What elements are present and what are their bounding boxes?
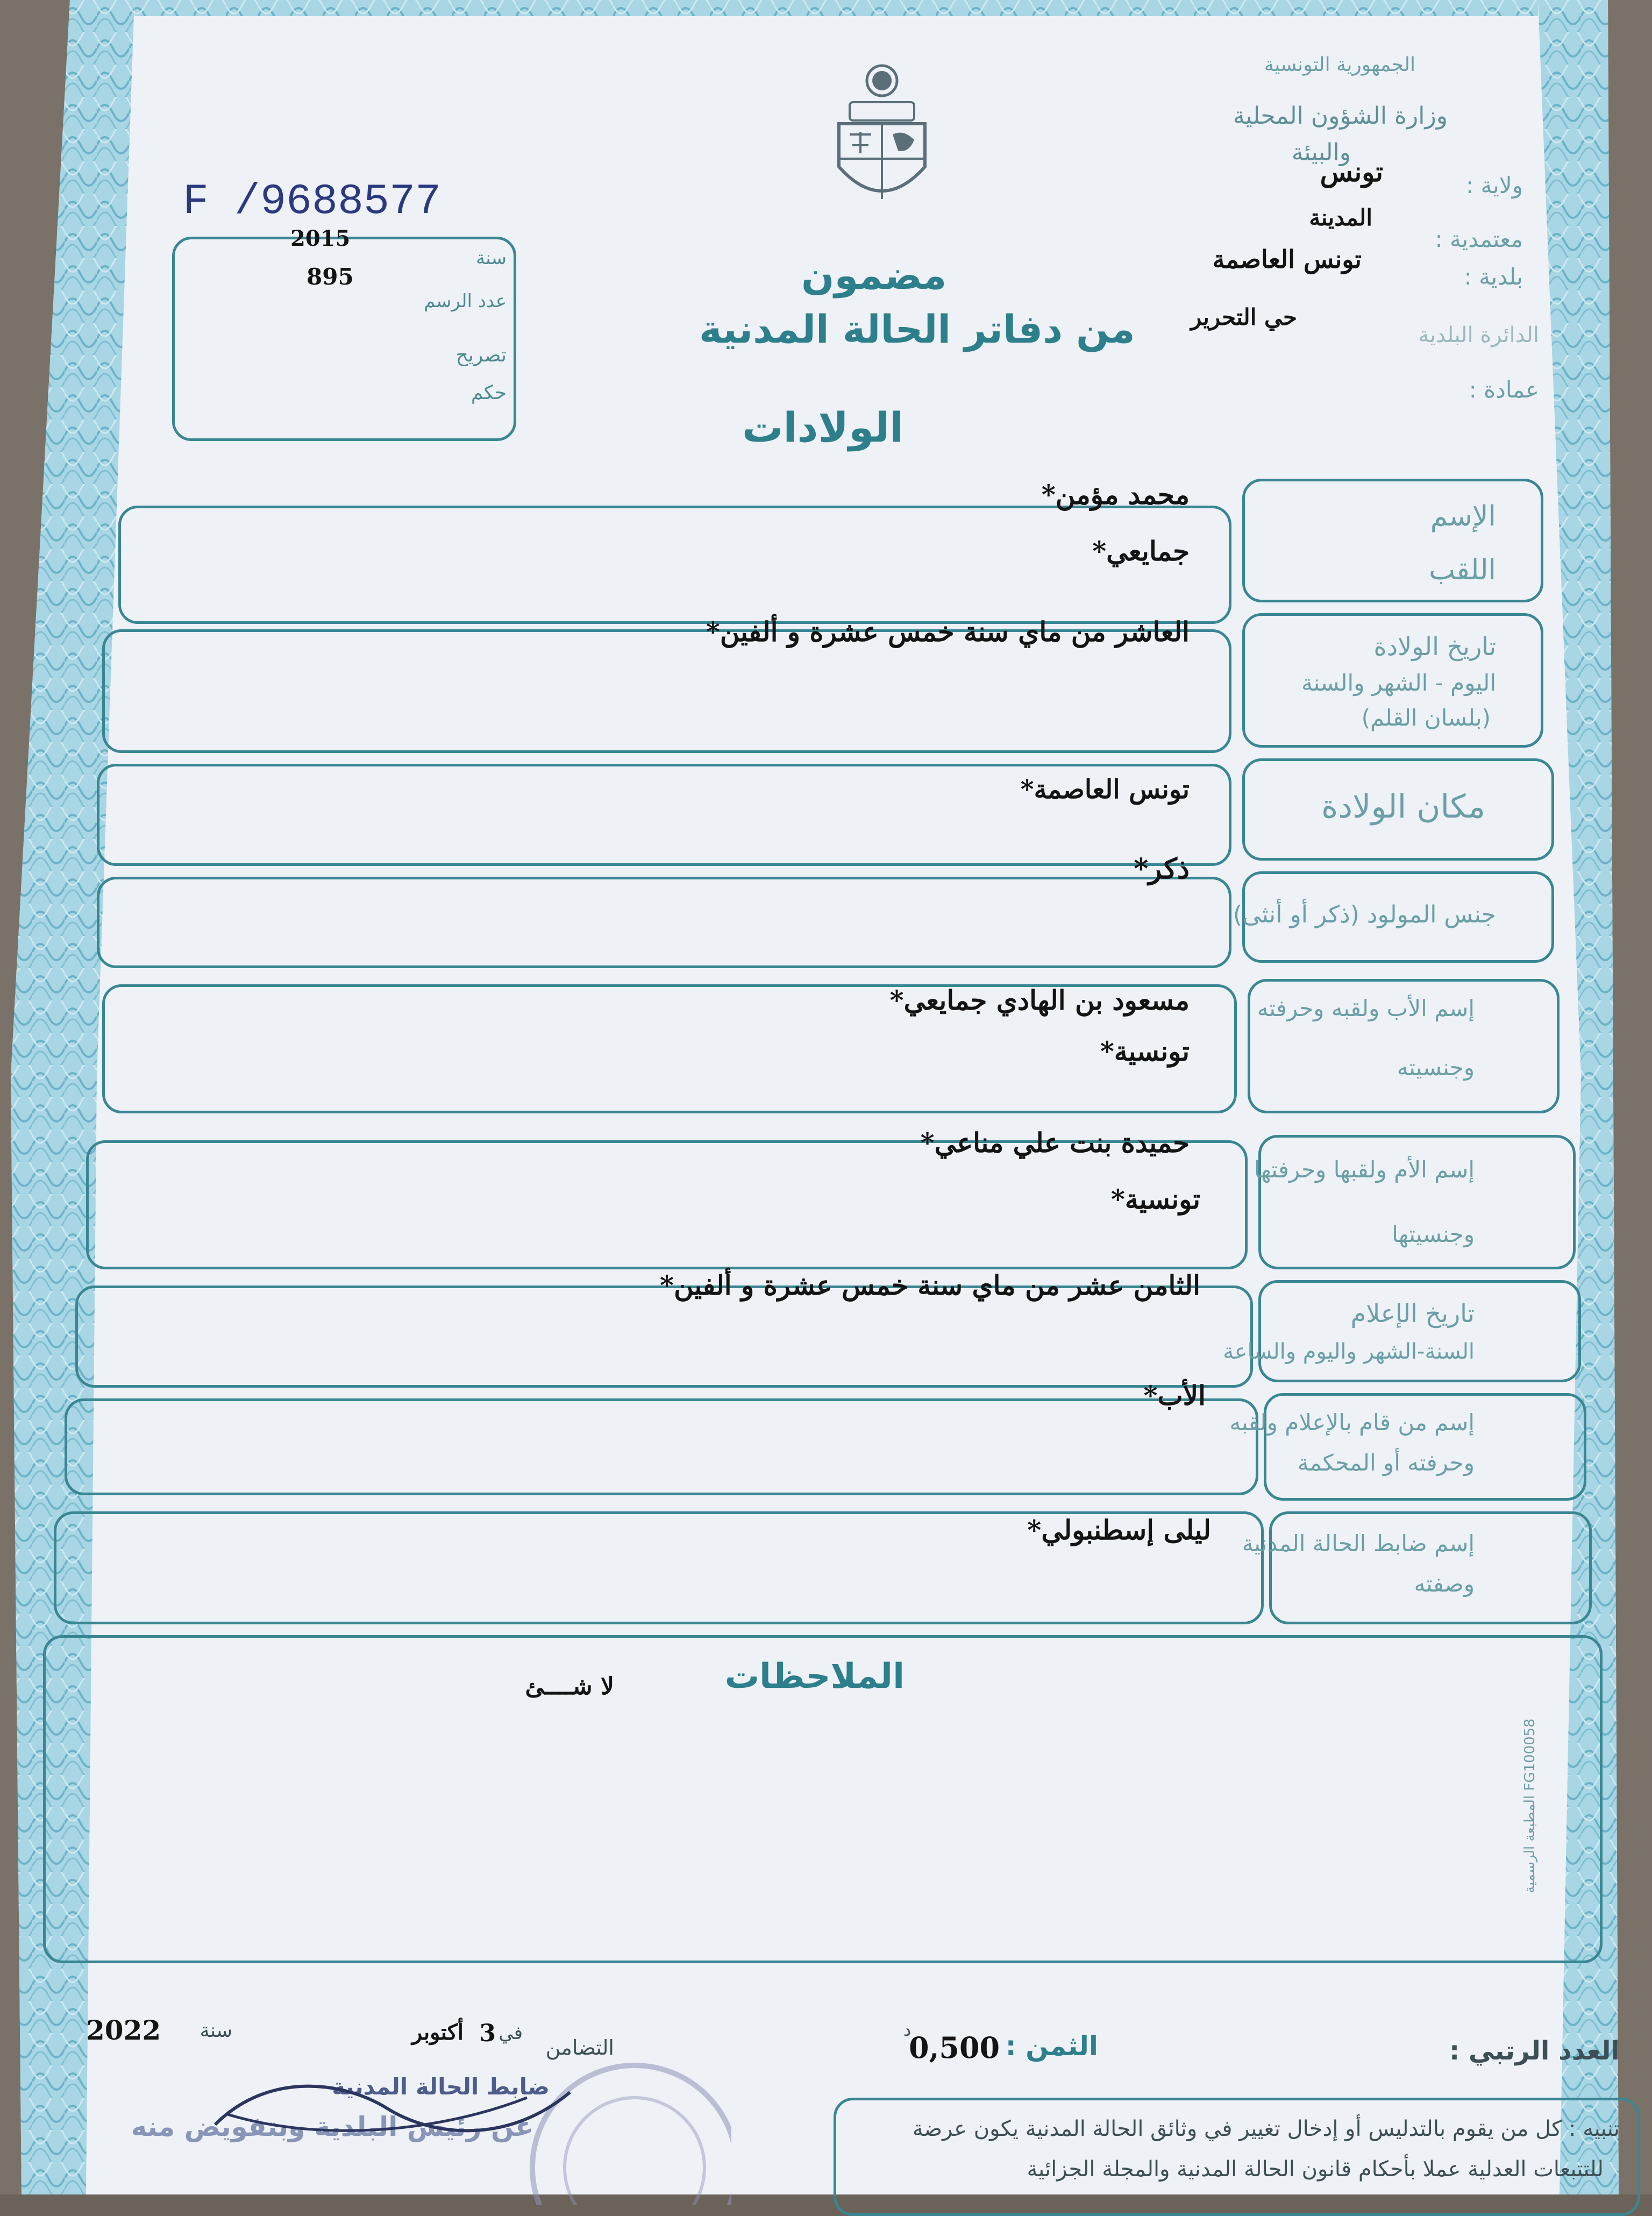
ministry-label: وزارة الشؤون المحلية — [1233, 102, 1448, 130]
officer-stamp-line2: عن رئيس البلدية وبتفويض منه — [131, 2111, 533, 2142]
notice-text-2: للتتبعات العدلية عملا بأحكام قانون الحالة المدنية والمجلة الجزائية — [1027, 2157, 1604, 2182]
record-year-label: سنة — [476, 247, 507, 269]
motamadia-value: المدينة — [1309, 204, 1372, 231]
judgment-label: حكم — [471, 382, 507, 404]
baladia-label: بلدية : — [1464, 264, 1523, 290]
field-label: (بلسان القلم) — [1361, 705, 1491, 731]
field-label: إسم من قام بالإعلام ولقبه — [1229, 1409, 1475, 1436]
field-label: إسم الأم ولقبها وحرفتها — [1254, 1156, 1475, 1183]
field-label: جنس المولود (ذكر أو أنثى) — [1233, 901, 1496, 928]
officer-stamp-line1: ضابط الحالة المدنية — [332, 2073, 550, 2100]
mother-value: حميدة بنت علي مناعي* — [920, 1127, 1190, 1159]
omada-label: عمادة : — [1469, 377, 1539, 403]
remarks-label: الملاحظات — [724, 1657, 905, 1696]
field-label: اليوم - الشهر والسنة — [1301, 670, 1496, 696]
motamadia-label: معتمدية : — [1435, 226, 1523, 252]
ministry-label-2: والبيئة — [1291, 139, 1351, 166]
field-label: اللقب — [1429, 554, 1496, 586]
field-label: إسم الأب ولقبه وحرفته — [1257, 995, 1475, 1021]
daira-label: الدائرة البلدية — [1418, 323, 1539, 347]
serial-number-label: العدد الرتبي : — [1449, 2036, 1620, 2066]
document-subtitle: من دفاتر الحالة المدنية — [699, 307, 1135, 352]
field-label-box — [1269, 1511, 1592, 1624]
issue-month: أكتوبر — [411, 2020, 464, 2045]
field-label: مكان الولادة — [1321, 788, 1485, 826]
field-label: إسم ضابط الحالة المدنية — [1242, 1530, 1475, 1557]
wilaya-value: تونس — [1320, 156, 1383, 188]
field-label: السنة-الشهر واليوم والساعة — [1223, 1339, 1475, 1364]
price-unit: د — [903, 2020, 912, 2040]
field-label: وجنسيته — [1397, 1054, 1475, 1081]
last-name-value: جمايعي* — [1092, 535, 1190, 567]
field-label: تاريخ الإعلام — [1350, 1299, 1475, 1328]
section-title: الولادات — [742, 403, 904, 451]
issue-day: 3 — [479, 2020, 496, 2047]
field-value-box — [97, 877, 1231, 968]
record-number-label: عدد الرسم — [424, 290, 507, 312]
price-label: الثمن : — [1005, 2030, 1098, 2062]
year-label: سنة — [200, 2020, 232, 2042]
birth-place-value: تونس العاصمة* — [1020, 775, 1190, 805]
field-label: وجنسيتها — [1392, 1221, 1475, 1247]
field-value-box — [102, 629, 1231, 753]
field-value-box — [118, 506, 1231, 624]
price-value: 0,500 — [909, 2030, 1000, 2065]
issue-year: 2022 — [86, 2014, 161, 2046]
baladia-value: تونس العاصمة — [1212, 245, 1362, 274]
field-value-box — [86, 1140, 1248, 1269]
certified-label: التضامن — [545, 2036, 614, 2059]
first-name-value: محمد مؤمن* — [1041, 479, 1190, 510]
record-number-value: 895 — [307, 264, 354, 290]
field-value-box — [65, 1398, 1258, 1495]
notice-text: تنبيه : كل من يقوم بالتدليس أو إدخال تغيير في وثائق الحالة المدنية يكون عرضة — [912, 2116, 1620, 2141]
mother-nationality-value: تونسية* — [1110, 1183, 1200, 1215]
officer-value: ليلى إسطنبولي* — [1027, 1514, 1211, 1546]
signature-icon — [204, 2060, 581, 2157]
field-label-box — [1242, 479, 1543, 602]
field-label: وحرفته أو المحكمة — [1297, 1450, 1475, 1476]
declaration-label: تصريح — [455, 344, 507, 366]
side-print-label: المطبعة الرسمية FG100058 — [1522, 1718, 1538, 1893]
wilaya-label: ولاية : — [1466, 172, 1523, 198]
tunisia-coat-of-arms-icon — [828, 59, 936, 215]
father-value: مسعود بن الهادي جمايعي* — [889, 984, 1190, 1016]
field-label: الإسم — [1430, 500, 1496, 532]
republic-label: الجمهورية التونسية — [1264, 54, 1415, 76]
field-label-box — [1258, 1135, 1576, 1269]
birth-date-value: العاشر من ماي سنة خمس عشرة و ألفين* — [706, 616, 1190, 648]
declarant-value: الأب* — [1143, 1380, 1206, 1411]
sex-value: ذكر* — [1134, 853, 1190, 885]
document-title: مضمون — [801, 253, 947, 298]
document-serial-number: F /9688577 — [183, 177, 442, 226]
field-label: تاريخ الولادة — [1373, 632, 1496, 661]
record-year-value: 2015 — [290, 226, 351, 251]
field-label: وصفته — [1414, 1571, 1475, 1597]
father-nationality-value: تونسية* — [1100, 1035, 1190, 1067]
date-prefix: في — [499, 2022, 523, 2044]
field-label-box — [1258, 1280, 1581, 1382]
daira-value: حي التحرير — [1191, 304, 1297, 330]
declaration-date-value: الثامن عشر من ماي سنة خمس عشرة و ألفين* — [659, 1269, 1200, 1301]
remarks-value: لا شــــئ — [525, 1673, 614, 1700]
